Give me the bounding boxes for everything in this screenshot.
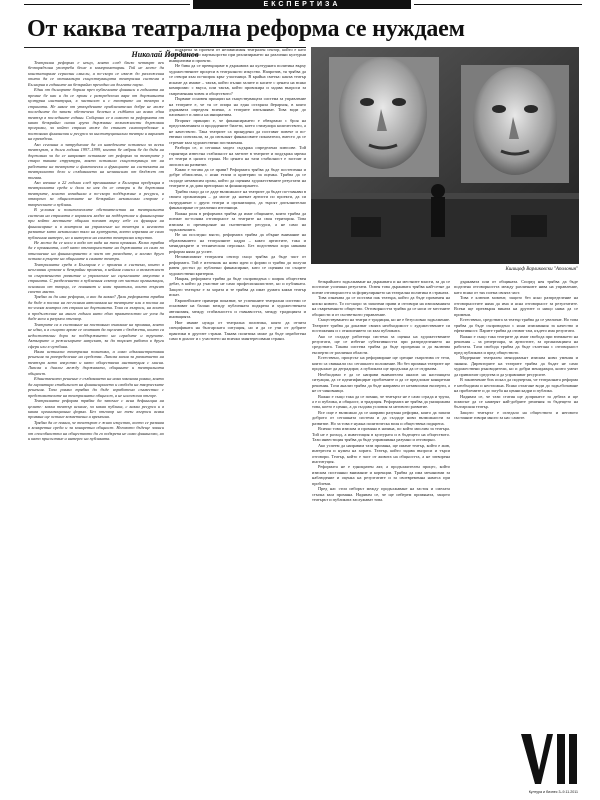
text-column-3: [312, 279, 450, 787]
paragraph: Едни от българите бориха през публичните финанси в годината на премие бе как и да се пръви с разпределена вяра от държавната културна институция, в частност и с театрите на театра в страната. Не някое от утвърдените приблизително добре не може последните да запази обезпечено белезна в съдбата на всяко една театър в последните години. Събирано се в самото за реформата от какво безкрайно онова група държавни възможности държавни програми, за който страна може да станат самоопределяне и постоянно финансови и ресурси за институционални театри и вариант на преведени.: [28, 87, 164, 142]
paragraph: безкрайното задължаване на държавата и на местните власти, за да се постигне успешни резултати. Освен това държавата трябва най-сетне да поеме отговорността за формулирането на театрална политика в страната.: [312, 279, 450, 295]
paragraph: Първият основен принцип на съществуващата система за управление на театрите е, че тя се опира на една остаряла йерархия, в която държавата определя всичко, а театрите изпълняват. Това води до пасивност и липса на инициатива.: [169, 96, 306, 118]
paragraph: Театрите са в състояние на постоянно очакване на промяна, която не идва, и в същото време се опитват да оцелеят с бюджети, които са недостатъчни дори за поддържането на сградите и трупите. Актьорите и режисьорите напускат, за да търсят работа в други сфери или в чужбина.: [28, 321, 164, 349]
paragraph: Трябва да се помни, че театърът е живо изкуство, което се развива в конкретна среда и за конкретна общност. Неговото бъдеще зависи от способността на обществото да го подкрепя не само финансово, но и като присъствие и интерес на публиката.: [28, 419, 164, 442]
paragraph: Вторият принцип е, че финансирането е обвързано с броя на представленията и продадените билети, което стимулира количеството, а не качеството. Така театрите са принудени да поставят повече и по-евтини спектакли, за да изпълнят финансовите показатели, вместо да се стремят към художествени постижения.: [169, 117, 306, 145]
paragraph: Реформата не е еднократен акт, а продължителен процес, който изисква постоянно внимание и корекции. Трябва да има механизми за наблюдение и оценка на резултатите и за своевременна намеса при проблеми.: [312, 464, 450, 486]
paragraph: Естествено, процесът на реформиране ще срещне съпротива от тези, които са свикнали със сегашното положение. Но без промяна театрите ще продължат да деградират, а публиката ще продължи да се отдръпва.: [312, 355, 450, 372]
photo-caption: Кшищоф Варликовски "Аполония": [505, 267, 578, 272]
paragraph: Все още е възможно да се направи разумна реформа, която да запази доброто от сегашната система и да създаде нови възможности за развитие. Но за това е нужна политическа воля и обществена подкрепа.: [312, 409, 450, 426]
section-label: ЕКСПЕРТИЗА: [263, 1, 341, 8]
paragraph: Няма истинска театрална политика, а само административни решения за разпределение на средства. Липсва визия за развитието на театъра като изкуство и като обществена институция с мисия. Липсва и диалог между държавата, общините и театралната общност.: [28, 349, 164, 376]
paragraph: Европейските примери показват, че успешните театрални системи се основават на баланс между публичната подкрепа и художествената автономия, между стабилността и гъвкавостта, между традицията и иновацията.: [169, 297, 306, 320]
paragraph: Съществуването на театри е традиция, но не е безусловно задължение. Театрите трябва да доказват своята необходимост с художествените си постижения и с отношението си към публиката.: [312, 317, 450, 334]
paragraph: Накрая, реформата трябва да бъде съпроводена с широк обществен дебат, в който да участват не само професионалистите, но и публиката. Защото театърът е за хората и те трябва да имат думата какъв театър искат.: [169, 276, 306, 298]
article-headline: От каква театрална реформа се нуждаем: [27, 16, 465, 42]
paragraph: Това е ключов момент, защото без ясно разпределение на отговорностите няма да има и ясна отговорност за резултатите. Всеки ще прехвърля вината на другите и нищо няма да се промени.: [454, 295, 578, 317]
paragraph: Какво е тогава да се прави? Реформата трябва да бъде постепенна и добре обмислена, с ясни етапи и критерии за оценка. Трябва да се създаде независим орган, който да оценява художествените резултати на театрите и да дава препоръки за финансирането.: [169, 166, 306, 189]
paragraph: подкрепа за проекти от независимия театрален сектор, който е като публично-частно партньорство при реализирането на различни културни инициативи и проекти.: [169, 47, 306, 63]
paragraph: Разбира се, и сегашна модел съдържа определени плюсове. Той гарантира известна стабилност на заетите в театрите и поддържа мрежа от театри в цялата страна. Но цената на тази стабилност е застоят и липсата на развитие.: [169, 145, 306, 167]
text-column-2: [169, 47, 306, 787]
paragraph: Не бива да се превърщаме в държавата на културната политика върху художествените процеси в театралното изкуство. Напротив, тя трябва да се отвори към по-широк кръг участници. В крайна сметка: какъв театър искаме да имаме – такъв, който пълни залите и касите с цената на всяко компромис с вкуса, или такъв, който провокира и задава въпроси за съвременния човек и обществото?: [169, 63, 306, 96]
paragraph: Ако успеем да направим тази промяна, ще имаме театър, който е жив, интересен и нужен на хората. Театър, който задава въпроси и търси отговори. Театър, който е част от живота на общността, а не затворена институция.: [312, 442, 450, 464]
paragraph: Театралната среда в България е с промени в система, които в неоглавни срокове и безкрайни промени, в нейния смисъл и възможност за съвременното развитие и управление на сценичните изкуства в страната. С разделението в публичния сектор от частни организации, основани от творци, се появяват и нови практики, които търсят своето място.: [28, 261, 164, 295]
paragraph: Модерният театрален мениджмънт изисква нови умения и знания. Директорите на театрите трябва да бъдат не само художествени ръководители, но и добри мениджъри, които умеят да привличат средства и да управляват ресурсите.: [454, 355, 578, 377]
paragraph: Естествено, средствата за театър трябва да се увеличат. Но това трябва да бъде съпроводено с ясни изисквания за качество и ефективност. Парите трябва да отиват там, където има резултати.: [454, 317, 578, 334]
paragraph: В заключение бих искал да подчертая, че театралната реформа е необходима и неотложна. Всяко отлагане води до задълбочаване на проблемите и до загуба на ценни кадри и публика.: [454, 377, 578, 394]
paragraph: Трябва също да се даде възможност на театрите да бъдат по-гъвкави в своята организация – да могат да наемат артисти по проекти, да си сътрудничат с други театри и организации, да търсят допълнително финансиране от различни източници.: [169, 188, 306, 211]
footer-issue: Култура и бизнес 3–9.11.2011: [528, 790, 578, 794]
article-author: Николай Йорданов: [131, 50, 199, 59]
paragraph: Ние имаме нужда от театрална политика, която да отчита спецификата на българската ситуация, но и да се учи от добрите практики в другите страни. Такава политика може да бъде изработена само в диалог и с участието на всички заинтересовани страни.: [169, 319, 306, 342]
paragraph: Всичко това изисква и промяна в начина, по който мислим за театъра. Той не е разход, а инвестиция в културата и в бъдещето на обществото. Тази инвестиция трябва да бъде управлявана разумно и отговорно.: [312, 426, 450, 443]
paragraph: Театралната реформа трябва да започне с ясна дефиниция на целите: какъв театър искаме, за каква публика, с какви ресурси и в каква организационна форма. Без отговор на тези въпроси всяка промяна ще остане козметична и временна.: [28, 398, 164, 420]
paragraph: Трябва ли да има реформа, и ако да каква? Дали реформата трябва да бъде в посока на по-голяма автономия на театрите или в посока на по-голям контрол от страна на държавата. Това са въпроси, на които в продължение на много години нито едно правителство не успя да даде ясен и разумен отговор.: [28, 294, 164, 322]
paragraph: Пред нас стои изборът между продължаване на застоя и смелата стъпка към промяна. Надявам се, че ще изберем промяната, защото театърът и публиката заслужават това.: [312, 486, 450, 503]
paragraph: Единственото решение е създаването на нова законова рамка, която да гарантира стабилност на финансирането и свобода на творческите решения. Тази рамка трябва да бъде изработена съвместно с представителите на театралната общност, а не наложена отгоре.: [28, 376, 164, 398]
paragraph: Ако се създаде работеща система за оценка на художествените резултати, ще се избегне субективността при разпределението на средствата. Такава система трябва да бъде прозрачна и да включва експерти от различни области.: [312, 333, 450, 355]
paragraph: Ако изпише в 22 години след преминаване в България продукция в театралната среда и дали за нея да се отвори и да държавна театрите, когато изпаднаха в по-скоро поддържане в ресурси, а отворено за общностните не безкрайно независими спорове с творческите и публики.: [28, 179, 164, 207]
paragraph: Надявам се, че тази статия ще допринесе за дебата и ще помогне да се намерят най-добрите решения за бъдещето на българския театър.: [454, 393, 578, 410]
text-column-1: [28, 60, 164, 787]
paragraph: Необходимо е да се направи внимателен анализ на настоящата ситуация, да се идентифицират проблемите и да се предложат конкретни решения. Този анализ трябва да бъде направен от независими експерти, а не от чиновници.: [312, 371, 450, 394]
paragraph: Важно е също така театрите да имат свобода при вземането на решения – за репертоара, за артистите, за организацията на работата. Тази свобода трябва да бъде съчетана с отговорност пред публиката и пред обществото.: [454, 333, 578, 355]
paragraph: Не можа да се носи в кода от вида на тази промяна. Колко трябва да е промяната, след като отговорностите на държавата са само по отношение на финансирането в част от разходите, а всичко друго остава в ръцете на общините и самите театри.: [28, 239, 164, 262]
paragraph: Театрална реформа е нещо, която след близо четвърт век безпорядъчна употреба беше в компрометиран. Той не може да констатираме сериозни смисли, а по-скоро се извеж до разложения опити да се оптимизира съществуващата театрална система в България в годините на безкрайно преходно на дългата пауза.: [28, 60, 164, 87]
vii-logo-icon: [519, 730, 579, 788]
paragraph: Важна роля в реформата трябва да имат общините, които трябва да поемат по-голяма отговорност за театрите на своя територия. Това изисква и прехвърляне на съответните ресурси, а не само на задълженията.: [169, 210, 306, 232]
text-column-4: [454, 279, 578, 724]
article-photo: [311, 47, 579, 264]
paragraph: Защото театърът е огледало на обществото и неговото състояние говори много за нас самите.: [454, 409, 578, 421]
header-rule-left: [24, 4, 190, 5]
paragraph: Не на последно място, реформата трябва да обърне внимание на образованието на театралните кадри – както артистите, така и мениджърите и техническия персонал. Без подготвени хора никаква реформа няма да успее.: [169, 232, 306, 254]
section-logo: [519, 730, 579, 788]
paragraph: държавата или от общината. Според нея трябва да бъде поделена отговорността между различните нива на управление, като всяко от тях поема своята част.: [454, 279, 578, 295]
paragraph: В условия и политическите обстоятелства на театралната система на страната е нормален модел на поддържане и финансиране при който местните общини поемат върху себе си функция на финансиране и в контрола на управление на театъра и неговото развитие като независимо тяло на културата, което изразява не само публичния интерес, но и интереса на самото театрално изкуство.: [28, 207, 164, 240]
paragraph: Важно е също така да се помни, че театърът не е само сграда и трупа, а е и публика, и общност, и традиция. Реформата не трябва да унищожава това, което е ценно, а да създава условия за неговото развитие.: [312, 393, 450, 410]
paragraph: Това означава да се постави пак театъра, който да бъде променен на ниско нивото. То по-скоро за запазени прави и отговори на изискванията на съвременното общество. Отговорността трябва да се носи от местните общности и от съответното управление.: [312, 295, 450, 317]
photo-image: [311, 47, 579, 264]
paragraph: Ако сегашна и затруднение да са наведените оставени за всеки театърът, а дълги години 1997–1999, когато бе избран бе да бъда на държавна за да се направят оставаме от реформа за театрите у стара такава структура, която оставила съществуващи от на работата на театрите и фактически и функциите на системата на театралното дело и създаването на независимо от бюджет от тогава.: [28, 141, 164, 180]
paragraph: Независимият театрален сектор също трябва да бъде част от реформата. Той е източник на нови идеи и форми и трябва да получи равен достъп до публично финансиране, като се оценява по същите художествени критерии.: [169, 254, 306, 276]
header-rule-right: [414, 4, 582, 5]
